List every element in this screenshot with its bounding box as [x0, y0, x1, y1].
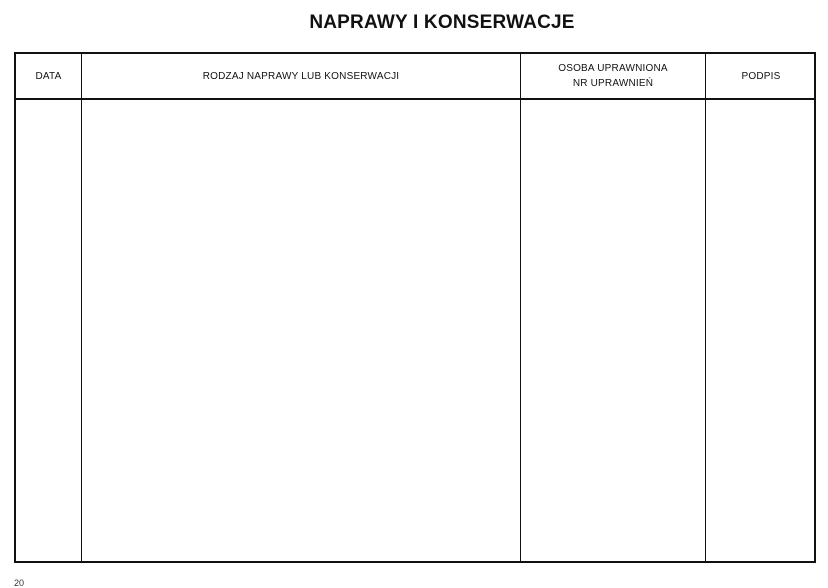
table-header-row [16, 54, 814, 100]
column-divider-date [81, 54, 82, 561]
column-header-authorized-person-line2: NR UPRAWNIEŃ [572, 78, 654, 89]
column-header-authorized-person [521, 54, 705, 98]
column-header-authorized-person-line1: OSOBA UPRAWNIONA [558, 63, 668, 74]
column-header-date: DATA [35, 70, 62, 82]
column-header-repair-type: RODZAJ NAPRAWY LUB KONSERWACJI [202, 70, 400, 82]
repairs-table [14, 52, 816, 563]
page-title: NAPRAWY I KONSERWACJE [309, 12, 575, 33]
column-divider-repair-type [520, 54, 521, 561]
column-header-signature: PODPIS [741, 70, 781, 82]
page-number: 20 [14, 578, 25, 588]
column-divider-authorized-person [705, 54, 706, 561]
